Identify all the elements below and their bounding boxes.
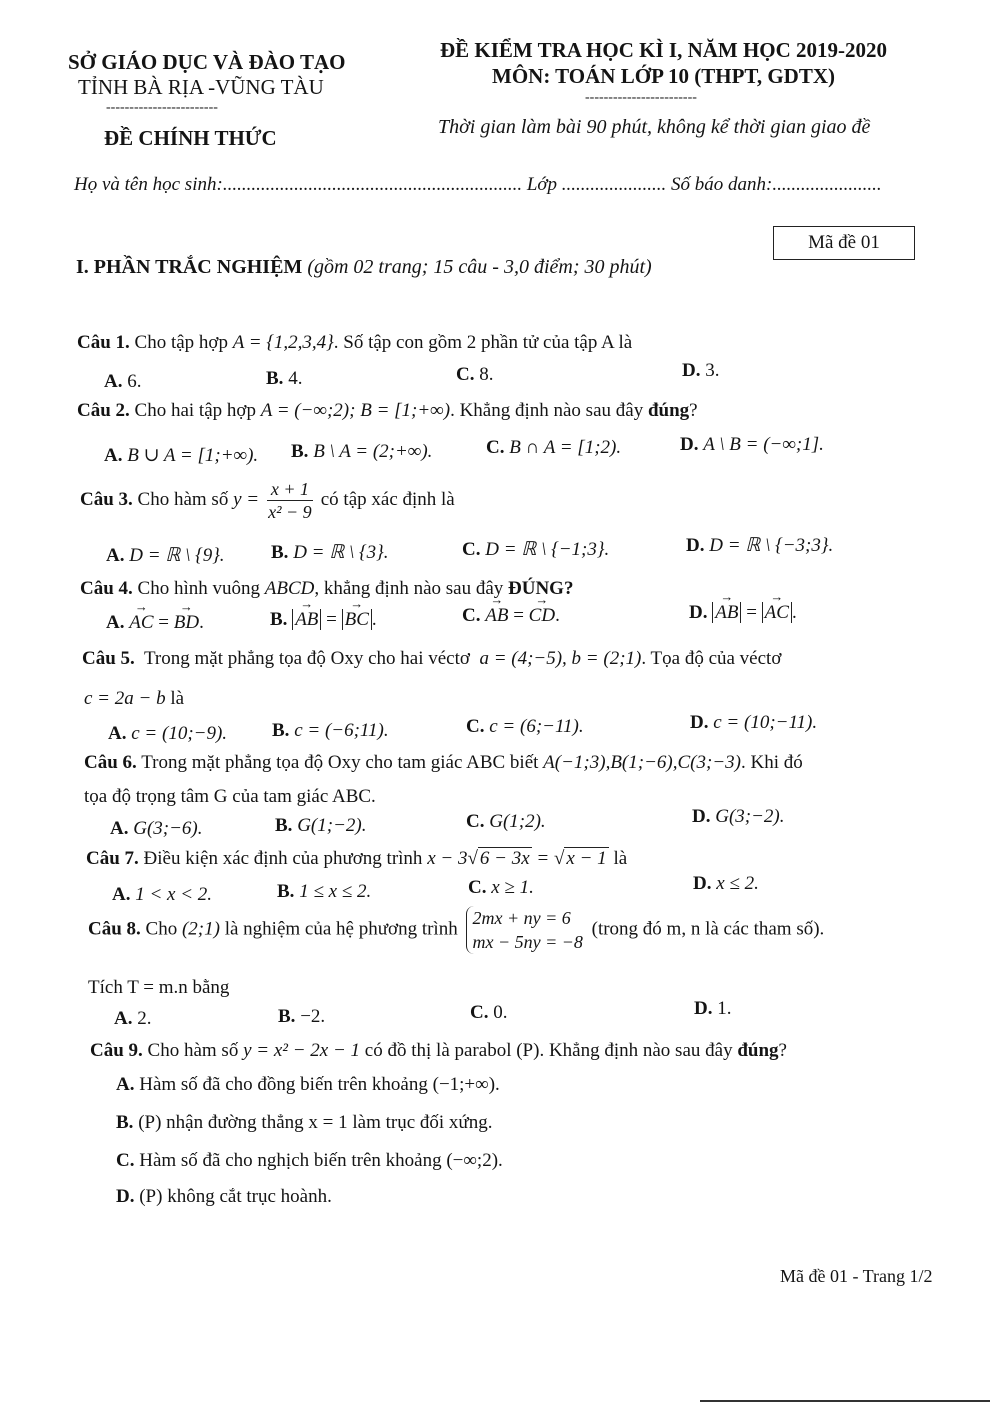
- option-text: 1 < x < 2.: [135, 884, 213, 905]
- option-text: D = ℝ \ {−1;3}.: [485, 539, 610, 560]
- option-text: 0.: [493, 1002, 508, 1023]
- student-info-line: [74, 174, 882, 196]
- class-label: Lớp: [526, 174, 558, 195]
- option-letter: D.: [686, 535, 705, 556]
- question-text: ?: [778, 1040, 787, 1061]
- option-letter: A.: [104, 371, 123, 392]
- question-math: ABCD: [264, 578, 315, 599]
- option-letter: B.: [116, 1112, 134, 1133]
- option-text: 2.: [137, 1008, 152, 1029]
- question-text: ?: [689, 400, 698, 421]
- q6-option-b[interactable]: [275, 815, 366, 837]
- option-text: (P) không cắt trục hoành.: [139, 1186, 332, 1207]
- option-text: G(1;−2).: [297, 815, 367, 836]
- option-letter: C.: [468, 877, 487, 898]
- option-letter: C.: [456, 364, 475, 385]
- option-text: 1.: [717, 998, 732, 1019]
- question-label: Câu 3.: [80, 488, 133, 510]
- question-text: Cho hình vuông: [137, 578, 260, 599]
- q5-option-c[interactable]: [466, 716, 584, 738]
- option-text: 4.: [288, 368, 303, 389]
- q3-option-a[interactable]: [106, 544, 225, 567]
- question-8-line-2: Tích T = m.n bằng: [88, 977, 230, 998]
- question-text: là: [170, 688, 185, 709]
- province-name: TỈNH BÀ RỊA -VŨNG TÀU: [78, 75, 324, 99]
- option-letter: A.: [104, 445, 123, 466]
- question-math: =: [531, 848, 554, 869]
- bottom-rule: [700, 1400, 990, 1402]
- question-text: , khẳng định nào sau đây: [314, 578, 504, 599]
- q2-option-c[interactable]: [486, 437, 621, 459]
- question-math: y =: [233, 488, 260, 510]
- question-math: y = x² − 2x − 1: [243, 1040, 361, 1061]
- q4-option-b[interactable]: B. → AB = → BC .: [270, 609, 377, 631]
- q2-option-b[interactable]: [291, 441, 432, 463]
- option-text: 3.: [705, 360, 720, 381]
- option-letter: C.: [116, 1150, 135, 1171]
- option-text: 8.: [479, 364, 494, 385]
- option-letter: D.: [689, 602, 708, 623]
- option-letter: B.: [272, 720, 290, 741]
- vector: → AC: [129, 612, 153, 634]
- name-label: Họ và tên học sinh:: [74, 174, 223, 195]
- question-math: A(−1;3),B(1;−6),C(3;−3): [543, 752, 741, 773]
- question-text: Cho tập hợp: [134, 332, 228, 353]
- q4-option-a[interactable]: A. → AC = → BD.: [106, 612, 204, 634]
- q2-option-d[interactable]: [680, 434, 824, 456]
- option-letter: D.: [693, 873, 712, 894]
- fraction-numerator: x + 1: [267, 478, 313, 501]
- option-letter: D.: [682, 360, 701, 381]
- vector: → BD: [174, 612, 199, 634]
- q4-option-c[interactable]: C. → AB = → CD.: [462, 605, 560, 627]
- question-label: Câu 2.: [77, 400, 130, 421]
- q5-option-b[interactable]: [272, 720, 389, 742]
- q6-option-a[interactable]: [110, 818, 203, 840]
- option-letter: C.: [486, 437, 505, 458]
- question-math: A = {1,2,3,4}: [232, 332, 334, 353]
- question-6: [84, 752, 803, 774]
- option-text: 6.: [127, 371, 142, 392]
- question-emphasis: ĐÚNG?: [508, 578, 574, 599]
- question-emphasis: đúng: [647, 400, 690, 421]
- q3-option-b[interactable]: [271, 541, 389, 564]
- option-letter: C.: [462, 605, 481, 626]
- class-field[interactable]: ......................: [561, 174, 667, 195]
- option-text: B \ A = (2;+∞).: [313, 441, 433, 462]
- fraction: [267, 478, 313, 523]
- q3-option-c[interactable]: [462, 538, 609, 561]
- option-letter: A.: [106, 612, 125, 633]
- option-letter: B.: [291, 441, 309, 462]
- question-label: Câu 6.: [84, 752, 137, 773]
- vector: → BC: [345, 609, 369, 631]
- question-label: Câu 9.: [90, 1040, 143, 1061]
- right-divider: ------------------------: [585, 90, 697, 105]
- question-label: Câu 5.: [82, 648, 135, 669]
- vector: → AB: [295, 609, 318, 631]
- option-text: D = ℝ \ {3}.: [293, 542, 389, 563]
- time-note: Thời gian làm bài 90 phút, không kể thời gian giao đề: [438, 116, 871, 138]
- question-text: Cho hàm số: [147, 1040, 239, 1061]
- q4-option-d[interactable]: D. → AB = → AC .: [689, 602, 797, 624]
- left-divider: ------------------------: [106, 100, 218, 115]
- q8-option-d[interactable]: [694, 998, 731, 1020]
- question-text: có tập xác định là: [320, 488, 455, 510]
- question-text: có đồ thị là parabol (P). Khẳng định nào sau đây: [364, 1040, 733, 1061]
- option-text: c = (6;−11).: [489, 716, 584, 737]
- square-root: x − 1: [566, 848, 607, 869]
- option-letter: A.: [112, 884, 131, 905]
- option-letter: D.: [690, 712, 709, 733]
- option-letter: B.: [277, 881, 295, 902]
- option-letter: A.: [108, 723, 127, 744]
- question-5: [82, 648, 781, 670]
- option-text: B ∩ A = [1;2).: [509, 437, 622, 458]
- question-text: . Tọa độ của véctơ: [641, 648, 782, 669]
- page-footer: Mã đề 01 - Trang 1/2: [780, 1266, 933, 1286]
- option-text: c = (10;−9).: [131, 723, 228, 744]
- option-text: G(1;2).: [489, 811, 546, 832]
- option-letter: D.: [680, 434, 699, 455]
- option-letter: C.: [470, 1002, 489, 1023]
- option-text: Hàm số đã cho nghịch biến trên khoảng (−∞;2).: [139, 1150, 503, 1171]
- question-label: Câu 1.: [77, 332, 130, 353]
- option-letter: B.: [278, 1006, 296, 1027]
- question-6-line-2: tọa độ trọng tâm G của tam giác ABC.: [84, 786, 376, 807]
- vector: → CD: [529, 605, 555, 627]
- option-text: G(3;−6).: [133, 818, 203, 839]
- vector: → AB: [485, 605, 508, 627]
- option-text: c = (10;−11).: [713, 712, 818, 733]
- question-8: [88, 906, 824, 954]
- option-letter: C.: [462, 539, 481, 560]
- option-text: D = ℝ \ {9}.: [129, 545, 225, 566]
- question-text: . Số tập con gồm 2 phần tử của tập A là: [333, 332, 633, 353]
- option-letter: A.: [106, 545, 125, 566]
- q7-option-b[interactable]: [277, 881, 371, 903]
- question-1: [77, 332, 632, 354]
- section-title: I. PHẦN TRẮC NGHIỆM: [76, 256, 303, 278]
- question-text: Trong mặt phẳng tọa độ Oxy cho tam giác ABC biết: [141, 752, 539, 773]
- fraction-denominator: x² − 9: [268, 502, 312, 522]
- section-note: (gồm 02 trang; 15 câu - 3,0 điểm; 30 phút): [307, 256, 652, 278]
- option-letter: B.: [270, 609, 288, 630]
- option-text: A \ B = (−∞;1].: [703, 434, 824, 455]
- q1-option-b[interactable]: [266, 368, 302, 390]
- q7-option-a[interactable]: [112, 884, 212, 906]
- q7-option-d[interactable]: [693, 873, 759, 895]
- section-heading: [76, 256, 652, 279]
- q8-option-c[interactable]: [470, 1002, 507, 1024]
- question-9: [90, 1040, 787, 1062]
- q1-option-d[interactable]: [682, 360, 719, 382]
- option-letter: B.: [271, 542, 289, 563]
- option-letter: D.: [116, 1186, 135, 1207]
- equation-system: [466, 906, 582, 954]
- q8-option-a[interactable]: [114, 1008, 151, 1030]
- question-text: (trong đó m, n là các tham số).: [591, 918, 825, 940]
- option-letter: D.: [692, 806, 711, 827]
- q7-option-c[interactable]: [468, 877, 534, 899]
- option-text: D = ℝ \ {−3;3}.: [709, 535, 834, 556]
- question-text: Cho hai tập hợp: [134, 400, 256, 421]
- question-text: là nghiệm của hệ phương trình: [224, 918, 458, 940]
- q9-option-d[interactable]: [116, 1186, 332, 1208]
- question-7: Câu 7. Điều kiện xác định của phương trình x − 3√ 6 − 3x = √ x − 1 là: [86, 848, 628, 869]
- vector: → AC: [765, 602, 789, 624]
- question-label: Câu 7.: [86, 848, 139, 869]
- option-text: B ∪ A = [1;+∞).: [127, 445, 259, 466]
- question-emphasis: đúng: [737, 1040, 779, 1061]
- option-letter: C.: [466, 716, 485, 737]
- q5-option-a[interactable]: [108, 723, 227, 745]
- question-text: . Khẳng định nào sau đây: [450, 400, 644, 421]
- question-text: Cho hàm số: [137, 488, 229, 510]
- official-label: ĐỀ CHÍNH THỨC: [104, 126, 277, 150]
- square-root: 6 − 3x: [479, 848, 530, 869]
- vector: → AB: [715, 602, 738, 624]
- q6-option-c[interactable]: [466, 811, 546, 833]
- question-label: Câu 8.: [88, 918, 141, 940]
- q5-option-d[interactable]: [690, 712, 817, 734]
- q3-option-d[interactable]: [686, 534, 833, 557]
- option-text: x ≥ 1.: [491, 877, 534, 898]
- question-label: Câu 4.: [80, 578, 133, 599]
- question-3: [80, 478, 455, 523]
- q9-option-b[interactable]: [116, 1112, 492, 1134]
- exam-title: ĐỀ KIỂM TRA HỌC KÌ I, NĂM HỌC 2019-2020: [440, 38, 888, 62]
- department-name: SỞ GIÁO DỤC VÀ ĐÀO TẠO: [68, 50, 346, 74]
- option-text: c = (−6;11).: [294, 720, 389, 741]
- option-letter: A.: [114, 1008, 133, 1029]
- q2-option-a[interactable]: [104, 444, 258, 467]
- option-letter: B.: [266, 368, 284, 389]
- option-letter: A.: [110, 818, 129, 839]
- question-math: x − 3: [427, 848, 468, 869]
- question-2: [77, 400, 698, 422]
- question-text: Điều kiện xác định của phương trình: [143, 848, 423, 869]
- option-text: −2.: [300, 1006, 326, 1027]
- question-text: . Khi đó: [740, 752, 803, 773]
- question-5-line-2: [84, 688, 184, 710]
- q9-option-a[interactable]: [116, 1074, 500, 1096]
- exam-code-box: Mã đề 01: [773, 226, 915, 260]
- name-field[interactable]: ...............................................................: [222, 174, 523, 195]
- option-text: (P) nhận đường thẳng x = 1 làm trục đối xứng.: [138, 1112, 493, 1133]
- option-letter: B.: [275, 815, 293, 836]
- equation-2: mx − 5ny = −8: [472, 932, 583, 952]
- q9-option-c[interactable]: [116, 1150, 503, 1172]
- id-field[interactable]: .......................: [772, 174, 882, 195]
- option-letter: D.: [694, 998, 713, 1019]
- option-letter: C.: [466, 811, 485, 832]
- id-label: Số báo danh:: [671, 174, 773, 195]
- q1-option-c[interactable]: [456, 364, 493, 386]
- option-text: 1 ≤ x ≤ 2.: [299, 881, 372, 902]
- equation-1: 2mx + ny = 6: [472, 908, 571, 928]
- option-text: G(3;−2).: [715, 806, 785, 827]
- option-text: x ≤ 2.: [716, 873, 759, 894]
- q6-option-d[interactable]: [692, 806, 785, 828]
- question-math: a = (4;−5), b = (2;1): [479, 648, 642, 669]
- question-text: là: [613, 848, 628, 869]
- q8-option-b[interactable]: [278, 1006, 325, 1028]
- question-math: A = (−∞;2); B = [1;+∞): [260, 400, 451, 421]
- option-text: Hàm số đã cho đồng biến trên khoảng (−1;+∞).: [139, 1074, 500, 1095]
- question-text: Trong mặt phẳng tọa độ Oxy cho hai véctơ: [143, 648, 470, 669]
- q1-option-a[interactable]: [104, 371, 141, 393]
- question-text: Cho: [145, 918, 178, 940]
- question-math: c = 2a − b: [84, 688, 166, 709]
- option-letter: A.: [116, 1074, 135, 1095]
- subject-title: MÔN: TOÁN LỚP 10 (THPT, GDTX): [492, 64, 836, 88]
- question-math: (2;1): [181, 918, 220, 940]
